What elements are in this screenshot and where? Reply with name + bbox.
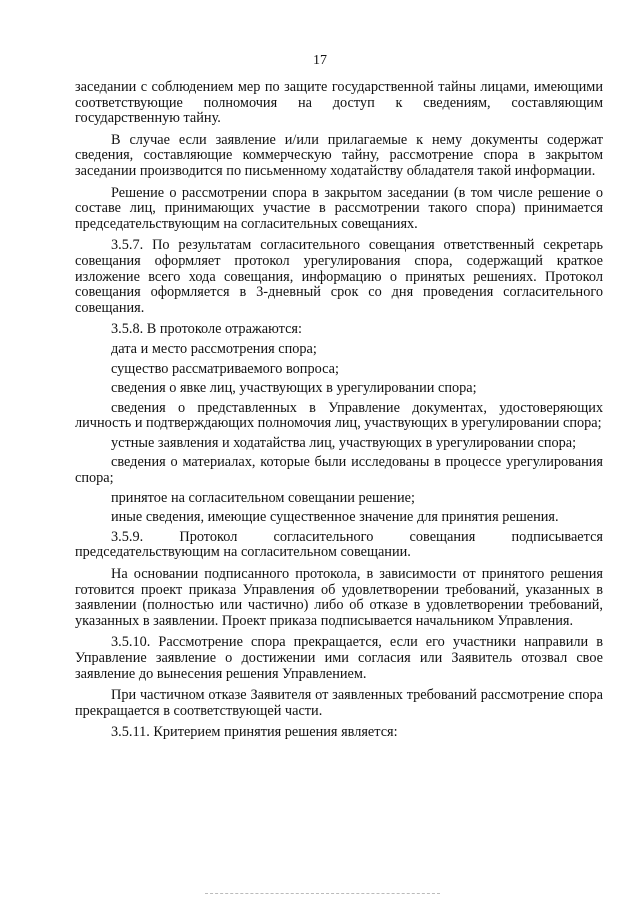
paragraph: заседании с соблюдением мер по защите государственной тайны лицами, имеющими соответствующие полномочия на доступ к сведениям, составляющим государственную тайну. [75,79,603,127]
paragraph: Решение о рассмотрении спора в закрытом заседании (в том числе решение о составе лиц, принимающих участие в рассмотрении такого спора) принимается председательствующим на согласительных совещаниях. [75,184,603,232]
paragraph: существо рассматриваемого вопроса; [111,360,339,377]
paragraph: 3.5.8. В протоколе отражаются: [111,321,302,338]
paragraph: устные заявления и ходатайства лиц, участвующих в урегулировании спора; [111,434,577,451]
footer-divider [205,893,440,894]
paragraph: дата и место рассмотрения спора; [111,340,317,357]
paragraph: 3.5.10. Рассмотрение спора прекращается, если его участники направили в Управление заявление о достижении ими согласия или Заявитель отозвал свое заявление до вынесения решения Управлением. [75,634,603,682]
paragraph: На основании подписанного протокола, в зависимости от принятого решения готовится проект приказа Управления об удовлетворении требований, указанных в заявлении (полностью или частично) либо об отказе в удовлетворении требований, указанных в заявлении. Проект приказа подписывается начальником Управления. [75,566,603,629]
paragraph: При частичном отказе Заявителя от заявленных требований рассмотрение спора прекращается в соответствующей части. [75,687,603,719]
paragraph: В случае если заявление и/или прилагаемые к нему документы содержат сведения, составляющие коммерческую тайну, рассмотрение спора в закрытом заседании производится по письменному ходатайству обладателя такой информации. [75,131,603,179]
paragraph: сведения о представленных в Управление документах, удостоверяющих личность и подтверждающих полномочия лиц, участвующих в урегулировании спора; [75,399,603,432]
page-number: 17 [313,53,327,68]
paragraph: сведения о явке лиц, участвующих в урегулировании спора; [111,380,477,397]
paragraph: сведения о материалах, которые были исследованы в процессе урегулирования спора; [75,454,603,487]
paragraph: 3.5.7. По результатам согласительного совещания ответственный секретарь совещания оформляет протокол урегулирования спора, содержащий краткое изложение всего хода совещания, информацию о принятых решениях. Протокол совещания оформляется в 3-дневный срок со дня проведения согласительного совещания. [75,237,603,316]
paragraph: принятое на согласительном совещании решение; [111,489,415,506]
document-body [75,80,603,747]
paragraph: 3.5.9. Протокол согласительного совещания подписывается председательствующим на согласительном совещании. [75,528,603,561]
paragraph: 3.5.11. Критерием принятия решения является: [111,724,398,741]
paragraph: иные сведения, имеющие существенное значение для принятия решения. [111,509,559,526]
